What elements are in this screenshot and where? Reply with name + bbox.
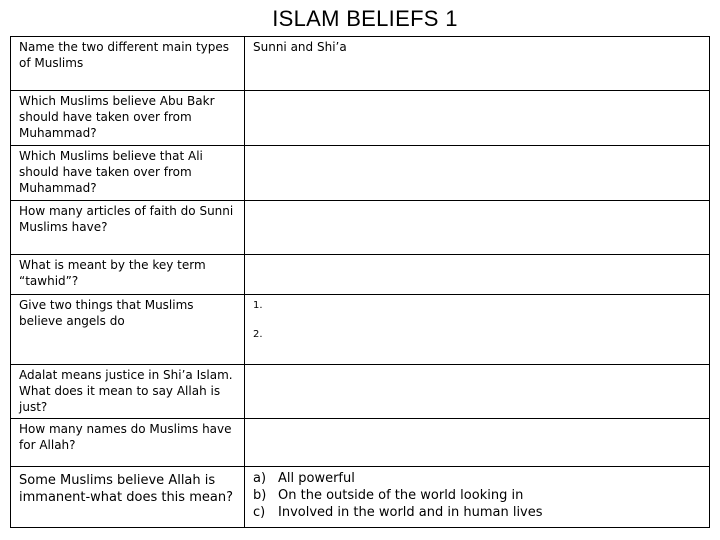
answer-number: 1. <box>253 300 263 311</box>
option-item <box>253 470 703 487</box>
table-row <box>11 295 710 365</box>
answer-cell[interactable] <box>245 91 710 146</box>
question-cell: Name the two different main types of Muslims <box>11 37 245 91</box>
answer-cell[interactable] <box>245 419 710 467</box>
answer-number: 2. <box>253 329 263 340</box>
option-list <box>253 470 703 521</box>
table-row <box>11 365 710 419</box>
question-cell: Give two things that Muslims believe angels do <box>11 295 245 365</box>
question-cell: How many names do Muslims have for Allah? <box>11 419 245 467</box>
option-text: Involved in the world and in human lives <box>278 505 543 520</box>
table-row <box>11 467 710 528</box>
question-cell: Which Muslims believe Abu Bakr should have taken over from Muhammad? <box>11 91 245 146</box>
answer-cell[interactable]: Sunni and Shi’a <box>245 37 710 91</box>
question-cell: How many articles of faith do Sunni Muslims have? <box>11 201 245 255</box>
page-title: ISLAM BELIEFS 1 <box>272 6 458 31</box>
option-text: All powerful <box>278 471 355 486</box>
option-label: a) <box>253 471 267 486</box>
table-row <box>11 201 710 255</box>
question-cell: Which Muslims believe that Ali should have taken over from Muhammad? <box>11 146 245 201</box>
question-cell: Adalat means justice in Shi’a Islam. What does it mean to say Allah is just? <box>11 365 245 419</box>
table-row <box>11 419 710 467</box>
option-item <box>253 487 703 504</box>
table-row <box>11 37 710 91</box>
option-item <box>253 504 703 521</box>
question-cell: What is meant by the key term “tawhid”? <box>11 255 245 295</box>
answer-cell[interactable] <box>245 201 710 255</box>
table-row <box>11 146 710 201</box>
answer-cell[interactable] <box>245 365 710 419</box>
table-row <box>11 91 710 146</box>
answer-cell[interactable] <box>245 255 710 295</box>
answer-cell[interactable] <box>245 146 710 201</box>
table-row <box>11 255 710 295</box>
worksheet-table <box>10 36 710 528</box>
option-label: b) <box>253 488 267 503</box>
answer-cell[interactable] <box>245 467 710 528</box>
answer-cell[interactable] <box>245 295 710 365</box>
option-text: On the outside of the world looking in <box>278 488 524 503</box>
question-cell: Some Muslims believe Allah is immanent-what does this mean? <box>11 467 245 528</box>
option-label: c) <box>253 505 266 520</box>
